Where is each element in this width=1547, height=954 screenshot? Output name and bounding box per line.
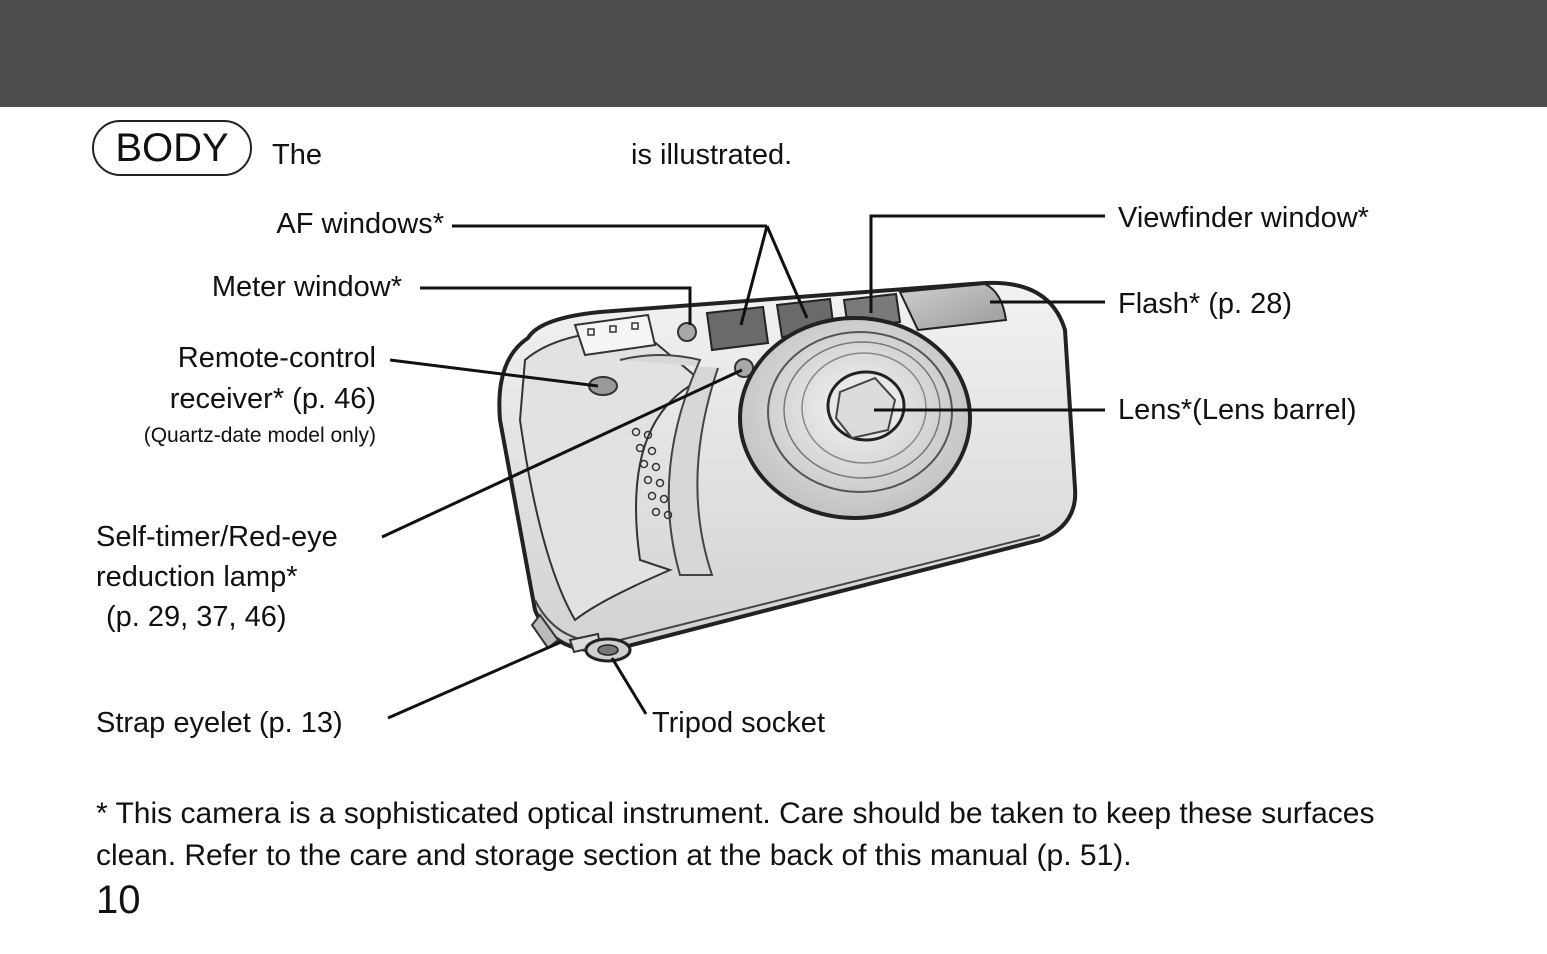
- intro-prefix: The: [272, 139, 322, 171]
- label-selftimer-line1: Self-timer/Red-eye: [96, 521, 338, 553]
- label-flash: Flash* (p. 28): [1118, 288, 1293, 320]
- label-viewfinder-window: Viewfinder window*: [1118, 202, 1369, 234]
- label-selftimer-line2: reduction lamp*: [96, 561, 298, 593]
- footnote: * This camera is a sophisticated optical instrument. Care should be taken to keep these surfaces clean. Refer to the care and storage section at the back of this manual (p. 51).: [96, 797, 1375, 872]
- label-meter-window: Meter window*: [211, 271, 402, 303]
- lens-barrel: [740, 318, 970, 518]
- label-remote-line1: Remote-control: [177, 342, 376, 374]
- label-af-windows: AF windows*: [276, 208, 444, 240]
- page-number: 10: [96, 878, 141, 922]
- label-lens: Lens*(Lens barrel): [1118, 394, 1357, 426]
- label-selftimer-line3: (p. 29, 37, 46): [106, 601, 287, 633]
- section-badge: BODY: [92, 120, 252, 176]
- label-strap-eyelet: Strap eyelet (p. 13): [96, 707, 343, 739]
- label-tripod-socket: Tripod socket: [652, 707, 825, 739]
- label-remote-note: (Quartz-date model only): [143, 424, 376, 447]
- intro-suffix: is illustrated.: [631, 139, 793, 171]
- label-remote-line2: receiver* (p. 46): [169, 383, 376, 415]
